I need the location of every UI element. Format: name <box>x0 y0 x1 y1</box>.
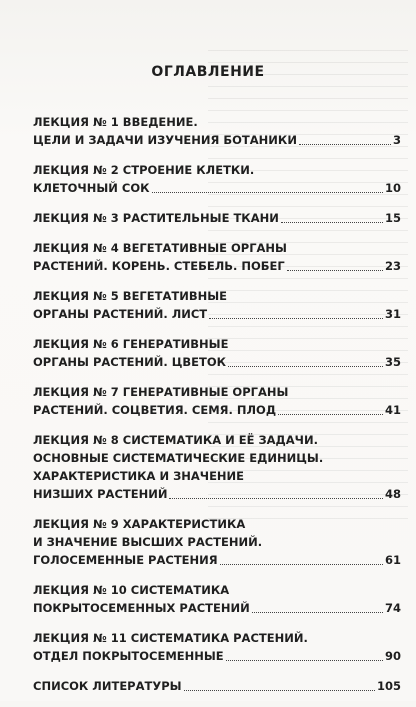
toc-entry-line: ЛЕКЦИЯ № 5 ВЕГЕТАТИВНЫЕ <box>33 289 227 303</box>
dot-leader <box>278 414 383 415</box>
toc-entry <box>33 431 401 503</box>
toc-entry-line: ОСНОВНЫЕ СИСТЕМАТИЧЕСКИЕ ЕДИНИЦЫ. <box>33 451 324 465</box>
dot-leader <box>252 612 383 613</box>
dot-leader <box>209 318 383 319</box>
dot-leader <box>299 144 391 145</box>
toc-entry-line: ОТДЕЛ ПОКРЫТОСЕМЕННЫЕ <box>33 649 224 663</box>
toc-entry-line: ЛЕКЦИЯ № 9 ХАРАКТЕРИСТИКА <box>33 517 246 531</box>
toc-page-number: 48 <box>384 487 401 501</box>
toc-entry-line: ОРГАНЫ РАСТЕНИЙ. ЛИСТ <box>33 307 208 321</box>
toc-entry <box>33 287 401 323</box>
toc-entry-last-line <box>33 599 401 617</box>
toc-entry-last-line <box>33 551 401 569</box>
toc-entry <box>33 209 401 227</box>
toc-entry-line: ЛЕКЦИЯ № 1 ВВЕДЕНИЕ. <box>33 115 198 129</box>
toc-page-number: 31 <box>384 307 401 321</box>
toc-entry <box>33 161 401 197</box>
toc-entry <box>33 383 401 419</box>
toc-entry-line: РАСТЕНИЙ. СОЦВЕТИЯ. СЕМЯ. ПЛОД <box>33 403 277 417</box>
toc-entry-line: ГОЛОСЕМЕННЫЕ РАСТЕНИЯ <box>33 553 218 567</box>
toc-entry-last-line <box>33 257 401 275</box>
dot-leader <box>226 660 383 661</box>
toc-entry-last-line <box>33 677 401 695</box>
toc-entry-last-line <box>33 209 401 227</box>
toc-entry-line: ЛЕКЦИЯ № 8 СИСТЕМАТИКА И ЕЁ ЗАДАЧИ. <box>33 433 318 447</box>
toc-entry-last-line <box>33 401 401 419</box>
toc-entry <box>33 515 401 569</box>
toc-entry-line: ЛЕКЦИЯ № 2 СТРОЕНИЕ КЛЕТКИ. <box>33 163 255 177</box>
dot-leader <box>220 564 383 565</box>
dot-leader <box>281 222 383 223</box>
toc-page-number: 23 <box>384 259 401 273</box>
toc-page-number: 105 <box>376 679 401 693</box>
toc-entry-line: ЦЕЛИ И ЗАДАЧИ ИЗУЧЕНИЯ БОТАНИКИ <box>33 133 297 147</box>
toc-entry-last-line <box>33 353 401 371</box>
toc-entry-line: ЛЕКЦИЯ № 10 СИСТЕМАТИКА <box>33 583 230 597</box>
toc-page-number: 41 <box>384 403 401 417</box>
toc-entry-last-line <box>33 647 401 665</box>
toc-page-number: 15 <box>384 211 401 225</box>
toc-entry <box>33 335 401 371</box>
toc-entry-line: ЛЕКЦИЯ № 6 ГЕНЕРАТИВНЫЕ <box>33 337 229 351</box>
toc-entry-line: ЛЕКЦИЯ № 3 РАСТИТЕЛЬНЫЕ ТКАНИ <box>33 211 279 225</box>
toc-entry-line: ЛЕКЦИЯ № 4 ВЕГЕТАТИВНЫЕ ОРГАНЫ <box>33 241 287 255</box>
toc-entry <box>33 113 401 149</box>
page-title: ОГЛАВЛЕНИЕ <box>151 64 265 80</box>
toc-entry-line: И ЗНАЧЕНИЕ ВЫСШИХ РАСТЕНИЙ. <box>33 535 263 549</box>
toc-entry-line: ОРГАНЫ РАСТЕНИЙ. ЦВЕТОК <box>33 355 227 369</box>
toc-entry-line: НИЗШИХ РАСТЕНИЙ <box>33 487 168 501</box>
toc-entry <box>33 677 401 695</box>
toc-entry-line: ПОКРЫТОСЕМЕННЫХ РАСТЕНИЙ <box>33 601 250 615</box>
toc-entry-line: РАСТЕНИЙ. КОРЕНЬ. СТЕБЕЛЬ. ПОБЕГ <box>33 259 285 273</box>
toc-entry-last-line <box>33 131 401 149</box>
toc-entry-line: СПИСОК ЛИТЕРАТУРЫ <box>33 679 182 693</box>
toc-entry-last-line <box>33 485 401 503</box>
dot-leader <box>152 192 383 193</box>
toc-page-number: 61 <box>384 553 401 567</box>
toc-page-number: 90 <box>384 649 401 663</box>
toc-page-number: 74 <box>384 601 401 615</box>
toc-entry <box>33 629 401 665</box>
toc-entry <box>33 581 401 617</box>
toc-entry <box>33 239 401 275</box>
toc-page-number: 10 <box>384 181 401 195</box>
table-of-contents <box>33 113 401 707</box>
toc-entry-line: ЛЕКЦИЯ № 7 ГЕНЕРАТИВНЫЕ ОРГАНЫ <box>33 385 289 399</box>
toc-entry-last-line <box>33 305 401 323</box>
dot-leader <box>184 690 375 691</box>
toc-entry-line: ХАРАКТЕРИСТИКА И ЗНАЧЕНИЕ <box>33 469 245 483</box>
toc-entry-line: КЛЕТОЧНЫЙ СОК <box>33 181 150 195</box>
toc-entry-last-line <box>33 179 401 197</box>
dot-leader <box>287 270 383 271</box>
dot-leader <box>169 498 383 499</box>
toc-entry-line: ЛЕКЦИЯ № 11 СИСТЕМАТИКА РАСТЕНИЙ. <box>33 631 308 645</box>
toc-page-number: 35 <box>384 355 401 369</box>
toc-page-number: 3 <box>392 133 401 147</box>
dot-leader <box>228 366 383 367</box>
